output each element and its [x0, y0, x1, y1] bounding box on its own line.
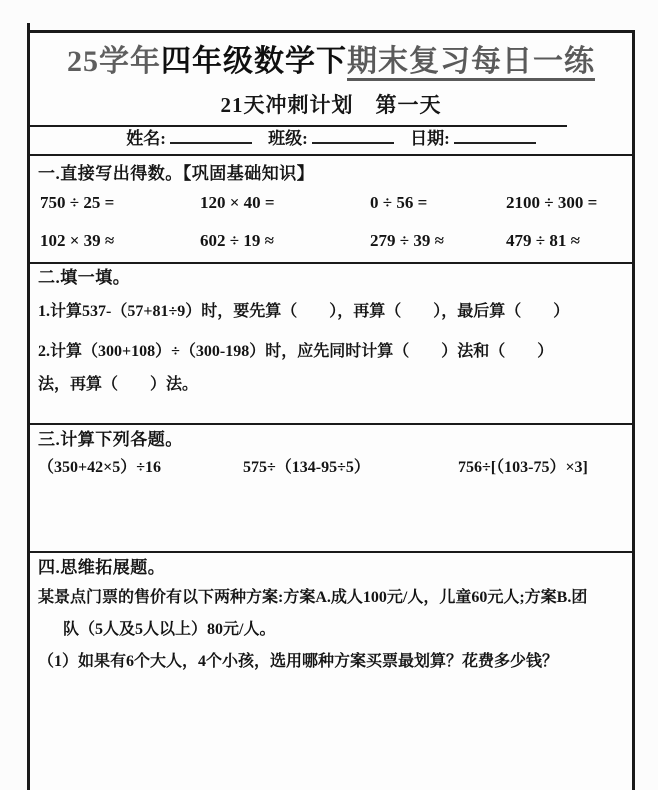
equation: 0 ÷ 56 =	[370, 193, 428, 212]
equation: 2100 ÷ 300 =	[506, 193, 598, 212]
name-group	[126, 127, 252, 151]
date-blank	[454, 129, 536, 144]
section-divider	[30, 551, 632, 553]
expression: 756÷[（103-75）×3]	[458, 459, 588, 476]
page-title	[30, 41, 632, 83]
student-info-row	[30, 127, 632, 151]
title-topic: 期末复习每日一练	[347, 45, 595, 81]
subtitle: 21天冲刺计划 第一天	[220, 93, 442, 117]
section2-header: 二.填一填。	[38, 268, 131, 287]
section3-problems	[38, 455, 632, 481]
date-label: 日期:	[410, 129, 450, 148]
section4-intro-line1: 某景点门票的售价有以下两种方案:方案A.成人100元/人，儿童60元人;方案B.团	[38, 589, 588, 606]
section-divider	[30, 154, 632, 156]
expression: 575÷（134-95÷5）	[243, 459, 370, 476]
equation: 479 ÷ 81 ≈	[506, 231, 580, 250]
expression: （350+42×5）÷16	[38, 459, 162, 476]
section2-question2-line2: 法，再算（ ）法。	[38, 376, 199, 393]
equation: 750 ÷ 25 =	[40, 193, 115, 212]
section-divider	[30, 262, 632, 264]
section3-header: 三.计算下列各题。	[38, 430, 183, 449]
name-label: 姓名:	[126, 129, 166, 148]
section1-header: 一.直接写出得数。【巩固基础知识】	[38, 164, 315, 183]
name-blank	[170, 129, 252, 144]
class-group	[268, 127, 394, 151]
equation: 120 × 40 =	[200, 193, 275, 212]
section2-question2-line1: 2.计算（300+108）÷（300-198）时，应先同时计算（ ）法和（ ）	[38, 343, 554, 360]
class-label: 班级:	[268, 129, 308, 148]
section4-intro-line2: 队（5人及5人以上）80元/人。	[63, 621, 276, 638]
equation: 102 × 39 ≈	[40, 231, 115, 250]
section4-question1: （1）如果有6个大人，4个小孩，选用哪种方案买票最划算？花费多少钱？	[38, 653, 559, 670]
section2-question1: 1.计算537-（57+81÷9）时，要先算（ ），再算（ ），最后算（ ）	[38, 303, 570, 320]
title-year: 25学年	[67, 45, 161, 78]
section4-header: 四.思维拓展题。	[38, 558, 166, 577]
title-grade: 四年级数学下	[161, 45, 347, 78]
equation: 602 ÷ 19 ≈	[200, 231, 274, 250]
section-divider	[30, 423, 632, 425]
date-group	[410, 127, 536, 151]
worksheet-frame	[27, 30, 635, 790]
equation: 279 ÷ 39 ≈	[370, 231, 444, 250]
class-blank	[312, 129, 394, 144]
section1-equations	[40, 186, 632, 258]
